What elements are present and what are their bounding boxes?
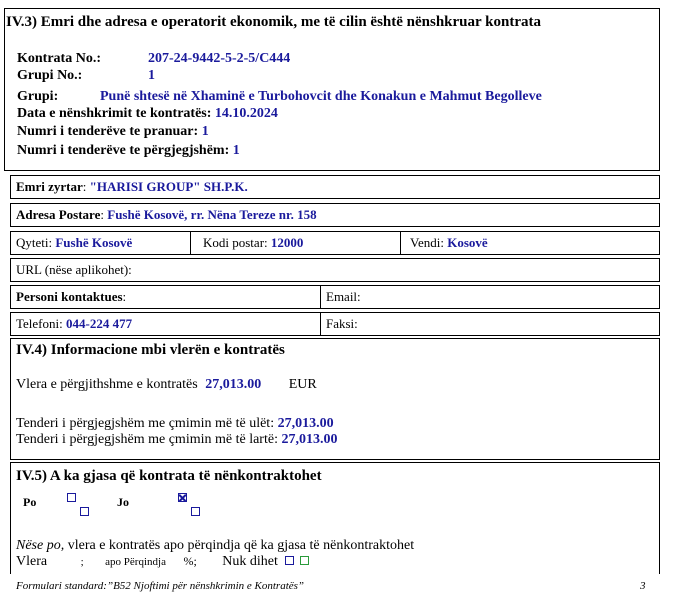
contract-no-label: Kontrata No.: — [17, 51, 101, 66]
if-yes-row — [16, 538, 414, 554]
tenders-received-row — [17, 124, 209, 140]
postal-address-row: Adresa Postare: Fushë Kosovë, rr. Nëna Tereze nr. 158 — [10, 203, 660, 227]
yes-checkbox[interactable] — [80, 507, 89, 516]
tenders-responsive-label: Numri i tenderëve te përgjegjshëm: — [17, 143, 230, 158]
total-value-label: Vlera e përgjithshme e kontratës — [16, 377, 198, 392]
contact-cell: Personi kontaktues: — [10, 285, 321, 309]
unknown-checkbox-blue[interactable] — [285, 556, 294, 565]
sign-date-value: 14.10.2024 — [214, 106, 278, 121]
url-row — [10, 258, 660, 282]
tenders-responsive-value: 1 — [232, 143, 240, 158]
phone-label: Telefoni: — [16, 316, 63, 331]
highest-tender-value: 27,013.00 — [281, 432, 338, 447]
highest-tender-row — [16, 432, 337, 448]
country-label: Vendi: — [410, 235, 444, 250]
city-value: Fushë Kosovë — [55, 235, 133, 250]
section-iv3-title: IV.3) Emri dhe adresa e operatorit ekonomik, me të cilin është nënshkruar kontrata — [6, 14, 541, 30]
group-label: Grupi: — [17, 89, 59, 104]
unknown-label: Nuk dihet — [222, 554, 278, 569]
lowest-tender-value: 27,013.00 — [277, 416, 334, 431]
country-value: Kosovë — [447, 235, 488, 250]
contact-label: Personi kontaktues — [16, 289, 123, 304]
city-cell — [10, 231, 191, 255]
group-no-label: Grupi No.: — [17, 68, 83, 83]
footer-form-name: Formulari standard:”B52 Njoftimi për nënshkrimin e Kontratës” — [16, 580, 305, 592]
sign-date-row — [17, 106, 278, 122]
total-value-row — [16, 377, 317, 393]
value-label: Vlera — [16, 554, 48, 569]
postcode-label: Kodi postar: — [203, 235, 268, 250]
fax-label: Faksi: — [326, 316, 358, 331]
unknown-checkbox-green[interactable] — [300, 556, 309, 565]
fax-cell — [320, 312, 660, 336]
highest-tender-label: Tenderi i përgjegjshëm me çmimin më të lartë: — [16, 432, 278, 447]
percent-sign: %; — [183, 554, 197, 568]
sign-date-label: Data e nënshkrimit te kontratës: — [17, 106, 212, 121]
official-name-value: "HARISI GROUP" SH.P.K. — [89, 179, 248, 194]
postal-address-label: Adresa Postare — [16, 207, 101, 222]
group-value: Punë shtesë në Xhaminë e Turbohovcit dhe Konakun e Mahmut Begolleve — [100, 89, 542, 104]
no-checkbox[interactable] — [191, 507, 200, 516]
tenders-received-label: Numri i tenderëve te pranuar: — [17, 124, 199, 139]
if-yes-italic: Nëse po, — [16, 538, 65, 553]
lowest-tender-row — [16, 416, 334, 432]
tenders-responsive-row — [17, 143, 240, 159]
official-name-label: Emri zyrtar — [16, 179, 83, 194]
yes-checkbox-top[interactable] — [67, 493, 76, 502]
if-yes-text: vlera e kontratës apo përqindja që ka gjasa të nënkontraktohet — [67, 538, 415, 553]
phone-value: 044-224 477 — [66, 316, 133, 331]
lowest-tender-label: Tenderi i përgjegjshëm me çmimin më të ulët: — [16, 416, 275, 431]
section-iv4-title: IV.4) Informacione mbi vlerën e kontratës — [16, 342, 285, 358]
postcode-value: 12000 — [270, 235, 304, 250]
currency-label: EUR — [288, 377, 317, 392]
country-cell — [400, 231, 660, 255]
footer-page-number: 3 — [640, 580, 646, 592]
postal-address-value: Fushë Kosovë, rr. Nëna Tereze nr. 158 — [107, 207, 317, 222]
total-value: 27,013.00 — [205, 377, 262, 392]
percent-label: apo Përqindja — [105, 556, 166, 568]
phone-cell — [10, 312, 321, 336]
official-name-row: Emri zyrtar: "HARISI GROUP" SH.P.K. — [10, 175, 660, 199]
group-no-value: 1 — [148, 68, 155, 83]
tenders-received-value: 1 — [201, 124, 209, 139]
contract-no-value: 207-24-9442-5-2-5/C444 — [148, 51, 291, 66]
no-checkbox-checked[interactable] — [178, 493, 187, 502]
section-iv5-title: IV.5) A ka gjasa që kontrata të nënkontraktohet — [16, 468, 322, 484]
postcode-cell — [190, 231, 401, 255]
email-cell — [320, 285, 660, 309]
subcontract-value-row: Vlera ; apo Përqindja %; Nuk dihet — [16, 554, 309, 570]
url-label: URL (nëse aplikohet): — [16, 262, 132, 277]
no-label: Jo — [117, 495, 129, 509]
email-label: Email: — [326, 289, 361, 304]
city-label: Qyteti: — [16, 235, 53, 250]
yes-label: Po — [23, 495, 37, 509]
